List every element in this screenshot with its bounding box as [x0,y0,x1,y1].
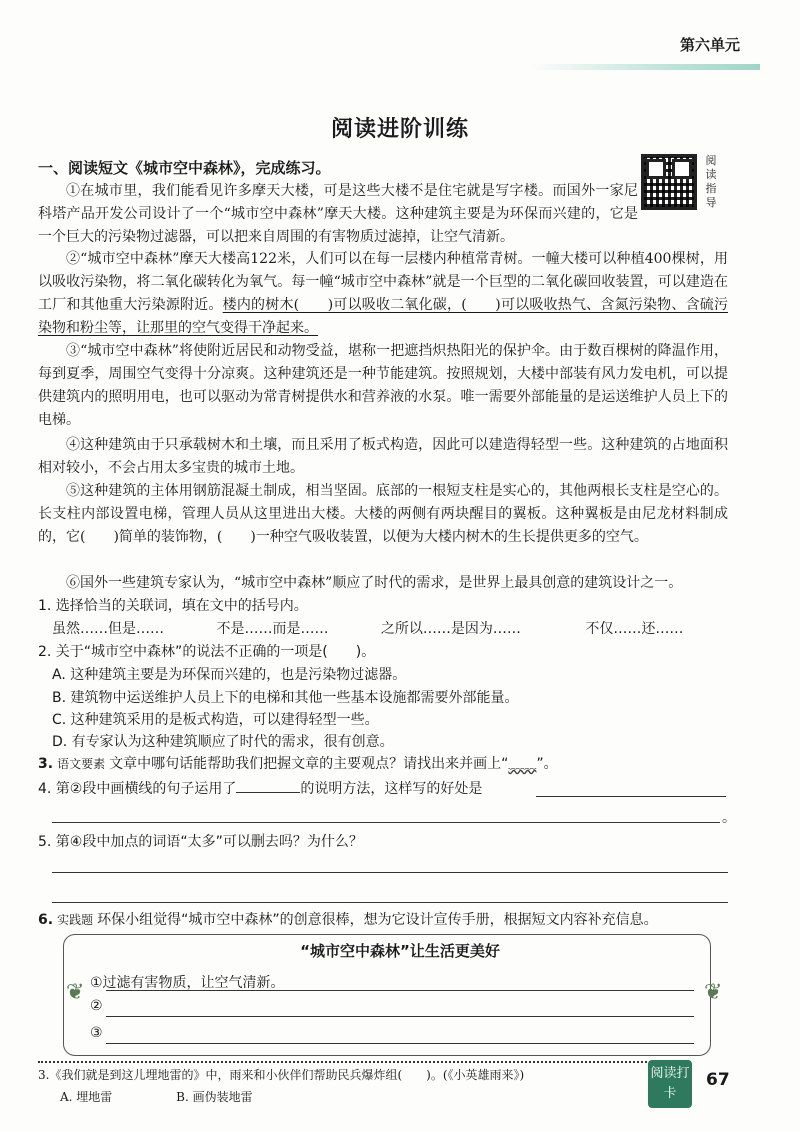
question-2: 2. 关于“城市空中森林”的说法不正确的一项是( )。 [38,644,376,660]
q4-text-b: 的说明方法，这样写的好处是 [300,781,483,797]
paragraph-4: ④这种建筑由于只承载树木和土壤，而且采用了板式构造，因此可以建造得轻型一些。这种建筑的占地面积相对较小，不会占用太多宝贵的城市土地。 [38,437,728,476]
q4-blank-method[interactable] [236,792,300,793]
q3-end: ”。 [536,756,558,772]
paragraph-2-text: ②“城市空中森林”摩天大楼高122米，人们可以在每一层楼内种植常青树。一幢大楼可以种植400棵树，用以吸收污染物，将二氧化碳转化为氧气。每一幢“城市空中森林”就是一个巨型的二氧化碳回收装置，可以建造在工厂和其他重大污染源附近。 [38,251,728,313]
unit-label: 第六单元 [679,36,740,54]
page-title: 阅读进阶训练 [330,117,469,142]
question-3 [38,754,738,774]
q1-option: 虽然……但是…… [52,621,164,637]
q4-text-a: 4. 第②段中画横线的句子运用了 [38,781,237,797]
q3-text: 文章中哪句话能帮助我们把握文章的主要观点？请找出来并画上“ [109,756,509,772]
section-title: 一、阅读短文《城市空中森林》，完成练习。 [38,159,331,177]
q6-tag: 实践题 [57,913,94,927]
q4-answer-line[interactable] [536,796,726,797]
q4-end: 。 [722,810,736,826]
reading-checkin-badge: 阅读打卡 [648,1060,692,1108]
footer-option-b: B. 画伪装地雷 [176,1090,253,1104]
leaf-icon: ❦ [66,980,85,1005]
footer-divider [38,1061,678,1063]
q1-options [52,618,683,638]
question-6 [38,910,738,930]
question-5: 5. 第④段中加点的词语“太多”可以删去吗？为什么？ [38,834,363,850]
q2-choice-b[interactable]: B. 建筑物中运送维护人员上下的电梯和其他一些基本设施都需要外部能量。 [52,690,519,706]
q5-answer-line[interactable] [52,872,728,873]
brochure-item-3: ③ [90,1025,103,1041]
q1-option: 不仅……还…… [585,621,684,637]
q6-text: 环保小组觉得“城市空中森林”的创意很棒，想为它设计宣传手册，根据短文内容补充信息。 [97,912,658,928]
brochure-item-2: ② [90,998,103,1014]
qr-code-icon[interactable] [641,154,697,210]
paragraph-3: ③“城市空中森林”将使附近居民和动物受益，堪称一把遮挡炽热阳光的保护伞。由于数百棵树的降温作用，每到夏季，周围空气变得十分凉爽。这种建筑还是一种节能建筑。按照规划，大楼中部装有风力发电机，可以提供建筑内的照明用电，也可以驱动为常青树提供水和营养液的水泵。唯一需要外部能量的是运送维护人员上下的电梯。 [38,343,728,428]
q3-number: 3. [38,756,54,772]
footer-note: 3.《我们就是到这儿埋地雷的》中，雨来和小伙伴们帮助民兵爆炸组( )。(《小英雄雨来》) [38,1068,525,1082]
brochure-line-3[interactable] [106,1043,694,1044]
leaf-icon: ❦ [704,980,723,1005]
brochure-title: “城市空中森林”让生活更美好 [300,942,500,960]
brochure-item-1: ①过滤有害物质，让空气清新。 [90,975,285,991]
q2-choice-a[interactable]: A. 这种建筑主要是为环保而兴建的，也是污染物过滤器。 [52,667,407,683]
header-decoration [530,64,760,70]
page-number: 67 [706,1070,730,1090]
q1-option: 不是……而是…… [216,621,329,637]
brochure-line-2[interactable] [106,1016,694,1017]
q4-answer-line-2[interactable] [52,822,720,823]
question-1: 1. 选择恰当的关联词，填在文中的括号内。 [38,598,308,614]
qr-caption: 阅读指导 [705,154,717,209]
paragraph-2 [38,248,728,340]
paragraph-1: ①在城市里，我们能看见许多摩天大楼，可是这些大楼不是住宅就是写字楼。而国外一家尼科塔产品开发公司设计了一个“城市空中森林”摩天大楼。这种建筑主要是为环保而兴建的，它是一个巨大的污染物过滤器，可以把来自周围的有害物质过滤掉，让空气清新。 [38,183,638,245]
brochure-line-1 [106,990,694,991]
q2-choice-c[interactable]: C. 这种建筑采用的是板式构造，可以建得轻型一些。 [52,712,379,728]
q3-tag: 语文要素 [57,757,106,771]
paragraph-6: ⑥国外一些建筑专家认为，“城市空中森林”顺应了时代的需求，是世界上最具创意的建筑设计之一。 [66,575,683,591]
footer-option-a: A. 埋地雷 [60,1090,113,1104]
paragraph-2-underlined: 楼内的树木( )可以吸收二氧化碳，( )可以吸收热气、含氮污染物、含硫污染物和粉尘等，让那里的空气变得干净起来。 [38,297,728,336]
q2-choice-d[interactable]: D. 有专家认为这种建筑顺应了时代的需求，很有创意。 [52,734,394,750]
q6-number: 6. [38,912,54,928]
footer-options [60,1088,313,1105]
paragraph-5: ⑤这种建筑的主体用钢筋混凝土制成，相当坚固。底部的一根短支柱是实心的，其他两根长支柱是空心的。长支柱内部设置电梯，管理人员从这里进出大楼。大楼的两侧有两块醒目的翼板。这种翼板是由尼龙材料制成的，它( )简单的装饰物，( )一种空气吸收装置，以便为大楼内树木的生长提供更多的空气。 [38,483,728,545]
wavy-line-mark: ﹏﹏ [508,756,537,772]
q1-option: 之所以……是因为…… [380,621,521,637]
q5-answer-line-2[interactable] [52,902,728,903]
